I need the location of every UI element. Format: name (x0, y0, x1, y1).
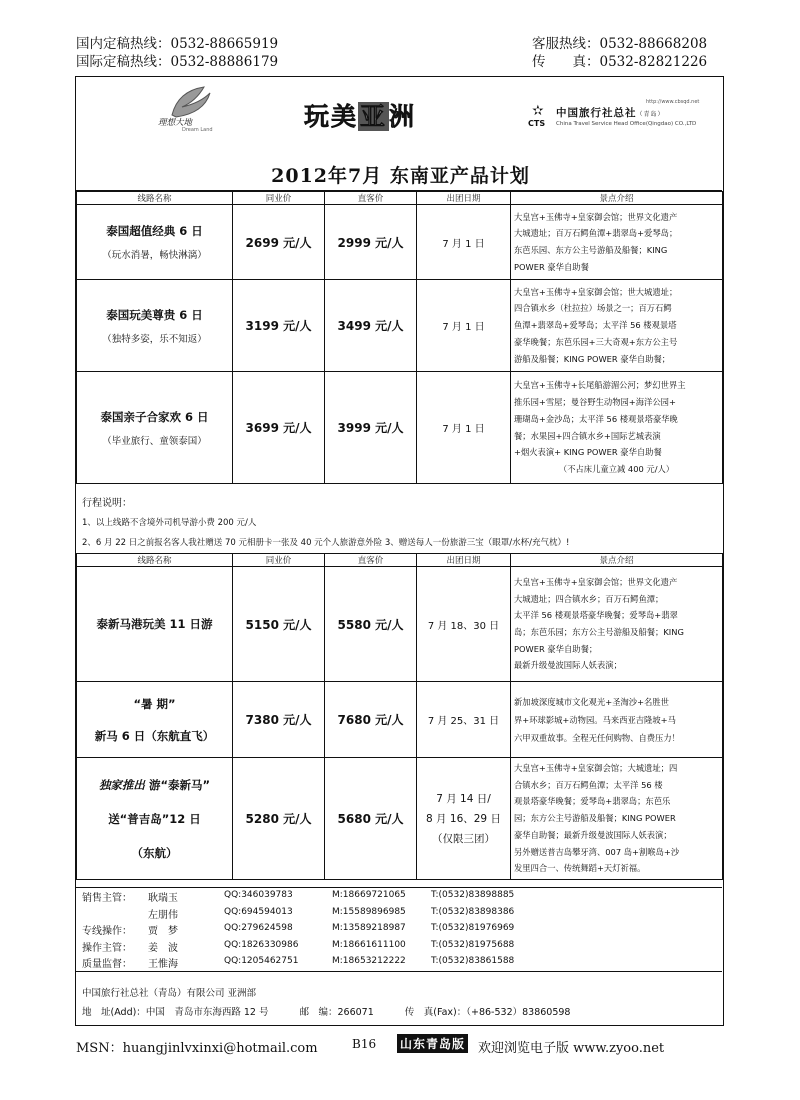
contact-row (76, 888, 722, 905)
direct-price: 5580 元/人 (325, 567, 417, 682)
depart-date: 7 月 18、30 日 (417, 567, 511, 682)
trade-price: 3199 元/人 (233, 280, 325, 372)
desc-line: 大皇宫+玉佛寺+皇家御会馆；世界文化遗产 (514, 576, 678, 587)
table-header (77, 192, 723, 205)
company-name: 中国旅行社总社（青岛）有限公司 亚洲部 (82, 988, 257, 999)
date-line: （仅限三团） (432, 832, 495, 845)
col-direct-price: 直客价 (325, 554, 417, 567)
route-title-line: 送“普吉岛”12 日 (108, 811, 201, 826)
contact-role: 操作主管： (82, 942, 132, 954)
zip-value: 266071 (337, 1007, 374, 1018)
contact-name: 耿瑞玉 (148, 893, 178, 904)
desc-line: POWER 豪华自助餐； (514, 643, 598, 654)
star-icon: ✫ (532, 103, 544, 119)
contact-tel: T:(0532)81975688 (431, 939, 515, 950)
direct-price: 7680 元/人 (325, 682, 417, 758)
desc-line: 界+环球影城+动物园。马来西亚吉隆坡+马 (514, 714, 676, 725)
route-subtitle: （毕业旅行、童领泰国） (102, 435, 207, 447)
col-trade-price: 同业价 (233, 192, 325, 205)
depart-date: 7 月 1 日 (417, 280, 511, 372)
sights-desc (511, 280, 723, 372)
route-table-b (76, 553, 723, 880)
desc-line: 推乐园+雪屋；曼谷野生动物园+海洋公园+ (514, 397, 676, 408)
sights-desc (511, 682, 723, 758)
sights-desc (511, 567, 723, 682)
desc-line: 大皇宫+玉佛寺+皇家御会馆；大城遗址；四 (514, 763, 678, 774)
notes-heading: 行程说明： (82, 498, 132, 509)
contact-name: 贾 梦 (148, 926, 178, 938)
contact-role: 销售主管： (82, 893, 132, 904)
route-name (77, 682, 233, 758)
depart-date: 7 月 1 日 (417, 372, 511, 484)
route-title-line: （东航） (131, 845, 178, 860)
desc-line: 珊瑚岛+金沙岛；太平洋 56 楼观景塔豪华晚 (514, 413, 678, 424)
table-row (77, 682, 723, 758)
desc-line: 大皇宫+玉佛寺+皇家御会馆；世界文化遗产 (514, 211, 678, 222)
desc-line: 游船及船餐；KING POWER 豪华自助餐； (514, 353, 671, 364)
route-name: 泰新马港玩美 11 日游 (77, 567, 233, 682)
contact-mobile: M:18653212222 (332, 956, 406, 967)
zip-label: 邮 编： (299, 1007, 338, 1018)
desc-line: 大城遗址；四合镇水乡；百万石鳄鱼潭； (514, 593, 664, 604)
desc-line: 另外赠送普吉岛攀牙湾、007 岛+割喉岛+沙 (514, 846, 680, 857)
logo-left-en: Dream Land (182, 127, 213, 133)
contact-name: 王惟海 (148, 959, 178, 971)
fax-label: 传 真(Fax)： (404, 1007, 467, 1018)
col-sights: 景点介绍 (511, 192, 723, 205)
desc-line: 最新升级曼波国际人妖表演； (514, 660, 622, 671)
page-title: 2012年7月 东南亚产品计划 (271, 165, 530, 187)
brand-pre: 玩美 (304, 102, 359, 131)
note-item: 2、6 月 22 日之前报名客人我社赠送 70 元相册卡一张及 40 元个人旅游意外险 3、赠送每人一份旅游三宝（眼罩/水杯/充气枕）! (82, 538, 570, 548)
contact-mobile: M:15589896985 (332, 906, 406, 917)
contact-row (76, 954, 722, 971)
route-title: 泰国超值经典 6 日 (106, 224, 203, 238)
col-route: 线路名称 (77, 192, 233, 205)
route-name (77, 205, 233, 280)
table-row (77, 205, 723, 280)
contact-role: 质量监督： (82, 959, 132, 971)
direct-price: 2999 元/人 (325, 205, 417, 280)
page-number: B16 (352, 1037, 377, 1051)
cts-url: http://www.cbsqd.net (646, 99, 700, 105)
route-title-line: 游“泰新马” (144, 777, 211, 792)
sights-desc (511, 205, 723, 280)
table-header (77, 554, 723, 567)
trade-price: 7380 元/人 (233, 682, 325, 758)
table-row (77, 372, 723, 484)
col-depart-date: 出团日期 (417, 192, 511, 205)
desc-line: 六甲双重故事。全程无任何购物、自费压力！ (514, 732, 680, 743)
itinerary-notes (82, 495, 569, 553)
route-name (77, 372, 233, 484)
route-subtitle: （独特多姿，乐不知返） (102, 333, 207, 345)
cts-sub: （青岛） (636, 111, 665, 118)
col-trade-price: 同业价 (233, 554, 325, 567)
contact-role: 专线操作： (82, 926, 132, 938)
fax-value: （+86-532）83860598 (466, 1007, 571, 1018)
col-sights: 景点介绍 (511, 554, 723, 567)
depart-date: 7 月 1 日 (417, 205, 511, 280)
route-table-a (76, 191, 723, 484)
direct-price: 5680 元/人 (325, 758, 417, 880)
desc-line: 新加坡深度城市文化观光+圣淘沙+名胜世 (514, 696, 669, 707)
depart-date: 7 月 25、31 日 (417, 682, 511, 758)
domestic-hotline: 国内定稿热线：0532-88665919 (76, 36, 279, 52)
exclusive-label: 独家推出 (98, 777, 145, 792)
contact-qq: QQ:279624598 (224, 923, 293, 934)
depart-date (417, 758, 511, 880)
contact-name: 姜 波 (148, 942, 178, 954)
contact-row (76, 938, 722, 955)
trade-price: 2699 元/人 (233, 205, 325, 280)
direct-price: 3499 元/人 (325, 280, 417, 372)
desc-line: 大城遗址；百万石鳄鱼潭+翡翠岛+爱琴岛； (514, 228, 678, 239)
address-label: 地 址(Add)： (82, 1007, 146, 1018)
brand-highlight: 亚 (360, 102, 388, 131)
desc-line: 豪华晚餐；东芭乐园+三大奇观+东方公主号 (514, 336, 678, 347)
desc-line: 发里四合一、传统舞蹈+天灯祈福。 (514, 863, 646, 874)
table-row (77, 758, 723, 880)
contact-qq: QQ:1205462751 (224, 956, 299, 967)
col-depart-date: 出团日期 (417, 554, 511, 567)
desc-line: 餐；水果园+四合镇水乡+国际艺城表演 (514, 430, 661, 441)
contact-row (76, 921, 722, 938)
cts-en: China Travel Service Head Office(Qingdao) CO.,LTD (556, 121, 697, 127)
contact-tel: T:(0532)83898386 (431, 906, 515, 917)
trade-price: 5150 元/人 (233, 567, 325, 682)
contact-row (76, 905, 722, 922)
desc-line: 鱼潭+翡翠岛+爱琴岛；太平洋 56 楼观景塔 (514, 320, 677, 331)
website-note: 欢迎浏览电子版 www.zyoo.net (478, 1041, 665, 1056)
route-name (77, 758, 233, 880)
desc-line: 岛；东芭乐园；东方公主号游船及船餐；KING (514, 627, 684, 637)
contact-list (76, 887, 722, 972)
col-direct-price: 直客价 (325, 192, 417, 205)
desc-line: POWER 豪华自助餐 (514, 261, 589, 272)
route-title-line: 新马 6 日（东航直飞） (94, 728, 215, 743)
trade-price: 3699 元/人 (233, 372, 325, 484)
route-name (77, 280, 233, 372)
route-title: 泰国亲子合家欢 6 日 (100, 409, 209, 424)
contact-mobile: M:18661611100 (332, 939, 406, 950)
trade-price: 5280 元/人 (233, 758, 325, 880)
edition-badge: 山东青岛版 (397, 1034, 468, 1053)
col-route: 线路名称 (77, 554, 233, 567)
child-discount-note: （不占床儿童立减 400 元/人） (558, 463, 675, 474)
logo-left-cn: 理想大地 (158, 118, 193, 128)
brand-logo (304, 97, 416, 133)
route-title-line: “暑 期” (133, 696, 176, 711)
route-title: 泰国玩美尊贵 6 日 (106, 307, 203, 322)
desc-line: 大皇宫+玉佛寺+长尾船游湄公河；梦幻世界主 (514, 380, 686, 391)
leaf-logo-icon (152, 85, 222, 119)
date-line: 8 月 16、29 日 (426, 812, 501, 825)
desc-line: 观景塔豪华晚餐；爱琴岛+翡翠岛；东芭乐 (514, 796, 671, 807)
sights-desc (511, 758, 723, 880)
cts-name (556, 105, 665, 120)
contact-qq: QQ:1826330986 (224, 939, 299, 950)
cts-tag: CTS (528, 119, 546, 128)
contact-tel: T:(0532)83861588 (431, 956, 515, 967)
contact-name: 左朋伟 (148, 909, 178, 921)
cts-logo (528, 99, 713, 135)
company-address-line (82, 1004, 570, 1018)
service-hotline: 客服热线：0532-88668208 (532, 36, 708, 52)
desc-line: 合镇水乡；百万石鳄鱼潭；太平洋 56 楼 (514, 779, 663, 790)
dream-land-logo (152, 85, 222, 131)
table-row (77, 567, 723, 682)
product-sheet (75, 76, 724, 1026)
desc-line: 太平洋 56 楼观景塔豪华晚餐；爱琴岛+翡翠 (514, 610, 678, 621)
contact-qq: QQ:346039783 (224, 890, 293, 900)
contact-tel: T:(0532)81976969 (431, 923, 515, 934)
note-item: 1、以上线路不含境外司机导游小费 200 元/人 (82, 518, 257, 528)
route-subtitle: （玩水消暑，畅快淋漓） (102, 250, 207, 261)
date-line: 7 月 14 日/ (436, 792, 491, 805)
desc-line: +烟火表演+ KING POWER 豪华自助餐 (514, 447, 662, 458)
contact-mobile: M:18669721065 (332, 890, 406, 900)
sights-desc (511, 372, 723, 484)
desc-line: 园；东方公主号游船及船餐；KING POWER (514, 813, 676, 824)
international-hotline: 国际定稿热线：0532-88886179 (76, 54, 279, 70)
address-value: 中国 青岛市东海西路 12 号 (145, 1007, 269, 1018)
contact-mobile: M:13589218987 (332, 923, 406, 934)
desc-line: 豪华自助餐；最新升级曼波国际人妖表演； (514, 829, 672, 840)
direct-price: 3999 元/人 (325, 372, 417, 484)
brand-post: 洲 (389, 102, 417, 131)
fax-line: 传 真：0532-82821226 (532, 54, 708, 70)
cts-cn: 中国旅行社总社 (556, 107, 637, 119)
desc-line: 东芭乐园、东方公主号游船及船餐；KING (514, 245, 668, 255)
contact-tel: T:(0532)83898885 (431, 890, 515, 900)
msn-contact: MSN：huangjinlvxinxi@hotmail.com (76, 1041, 318, 1056)
desc-line: 大皇宫+玉佛寺+皇家御会馆；世大城遗址； (514, 286, 678, 297)
table-row (77, 280, 723, 372)
contact-qq: QQ:694594013 (224, 906, 293, 917)
desc-line: 四合镇水乡（杜拉拉）场景之一；百万石鳄 (514, 303, 672, 314)
